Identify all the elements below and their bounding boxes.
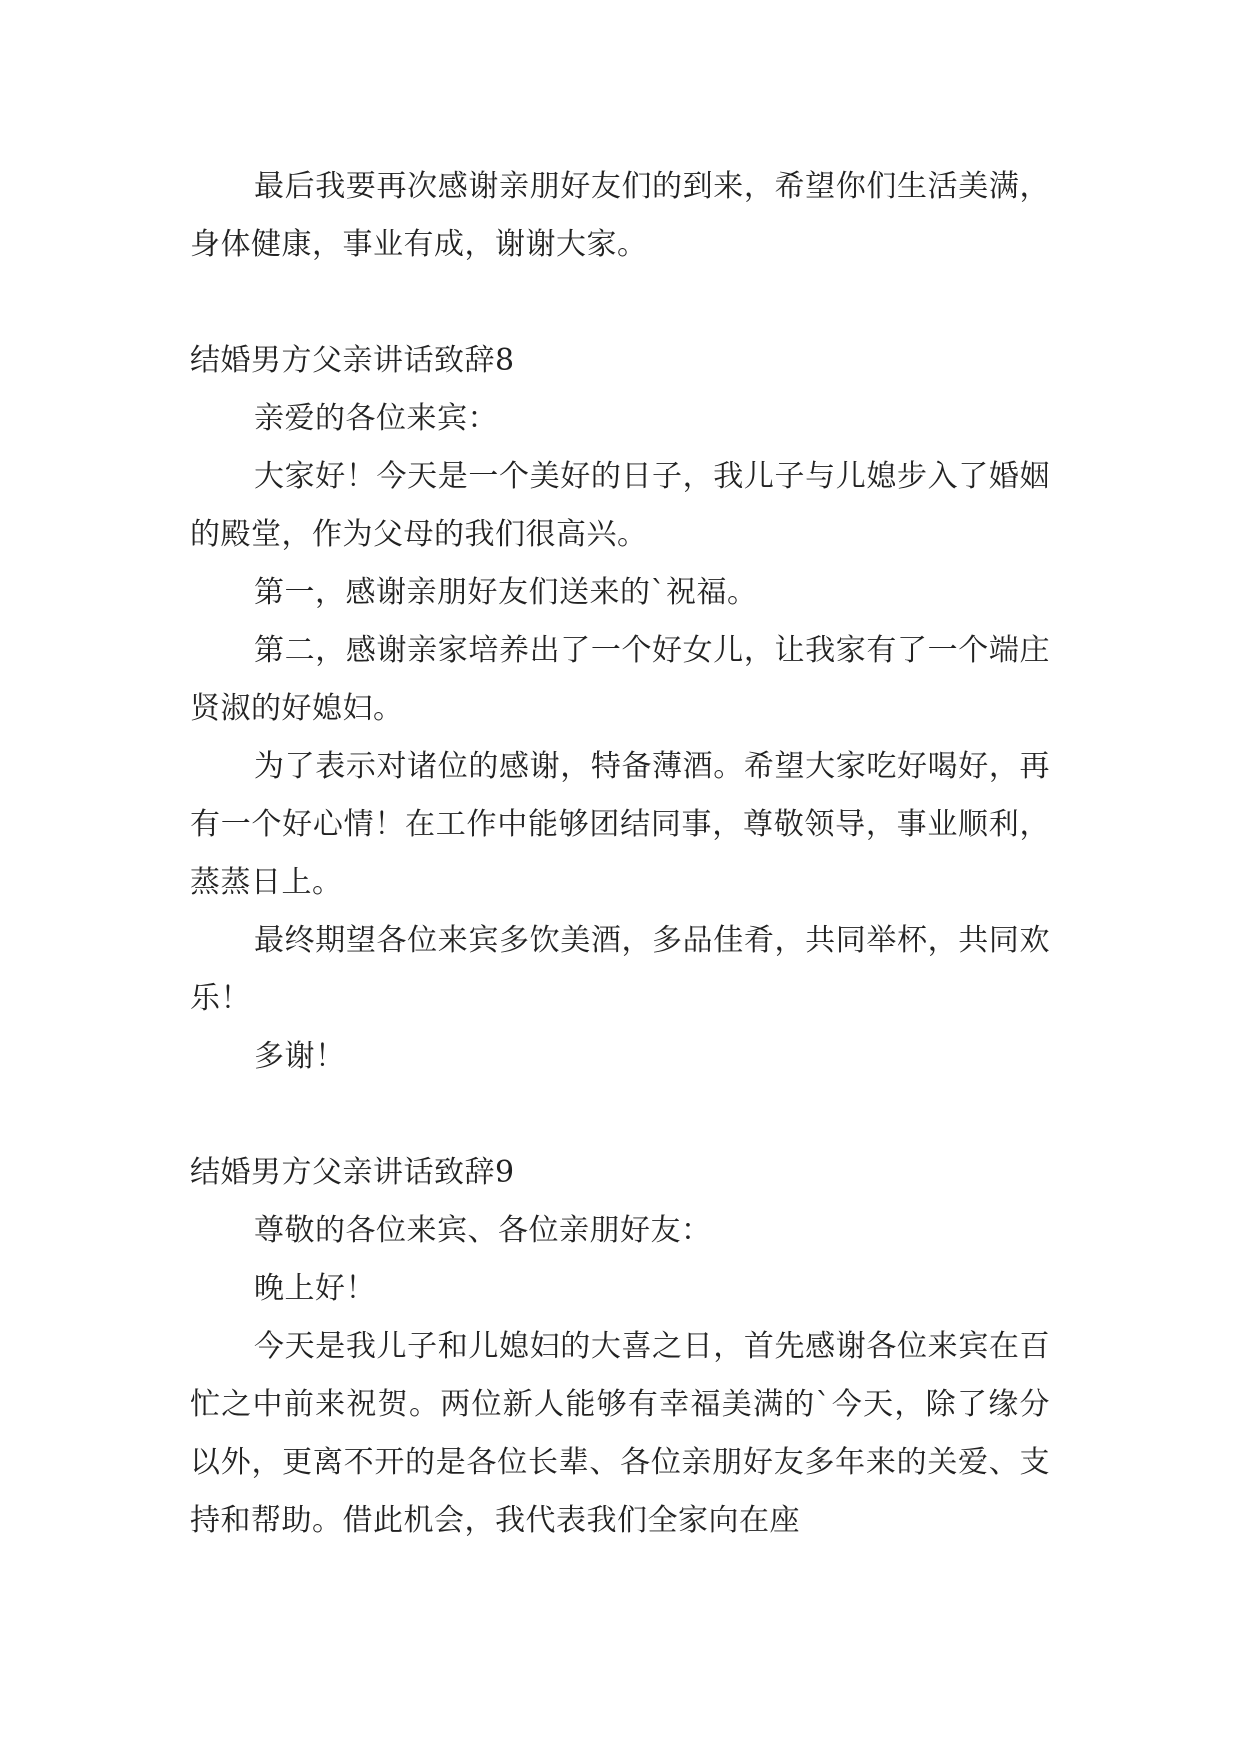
- section-8-paragraph: 多谢！: [254, 1039, 346, 1074]
- section-8-paragraph: 亲爱的各位来宾：: [254, 401, 498, 436]
- section-9-paragraph: 今天是我儿子和儿媳妇的大喜之日，首先感谢各位来宾在百忙之中前来祝贺。两位新人能够有幸福美满的`今天，除了缘分以外，更离不开的是各位长辈、各位亲朋好友多年来的关爱、支持和帮助。借此机会，我代表我们全家向在座: [190, 1329, 1050, 1538]
- section-8-paragraph: 第一，感谢亲朋好友们送来的`祝福。: [254, 575, 758, 610]
- section-spacer: [190, 274, 1050, 332]
- section-8-paragraph: 大家好！今天是一个美好的日子，我儿子与儿媳步入了婚姻的殿堂，作为父母的我们很高兴。: [190, 459, 1050, 552]
- section-8-paragraph: 第二，感谢亲家培养出了一个好女儿，让我家有了一个端庄贤淑的好媳妇。: [190, 633, 1050, 726]
- section-8-paragraph: 最终期望各位来宾多饮美酒，多品佳肴，共同举杯，共同欢乐！: [190, 923, 1050, 1016]
- section-spacer: [190, 1086, 1050, 1144]
- section-8-paragraph: 为了表示对诸位的感谢，特备薄酒。希望大家吃好喝好，再有一个好心情！在工作中能够团结同事，尊敬领导，事业顺利，蒸蒸日上。: [190, 749, 1050, 900]
- section-9-paragraph: 晚上好！: [254, 1271, 376, 1306]
- document-body: [190, 158, 1050, 1550]
- closing-paragraph: 最后我要再次感谢亲朋好友们的到来，希望你们生活美满，身体健康，事业有成，谢谢大家。: [190, 169, 1050, 262]
- section-8-title: 结婚男方父亲讲话致辞8: [190, 343, 515, 378]
- section-9-title: 结婚男方父亲讲话致辞9: [190, 1155, 515, 1190]
- section-9-paragraph: 尊敬的各位来宾、各位亲朋好友：: [254, 1213, 712, 1248]
